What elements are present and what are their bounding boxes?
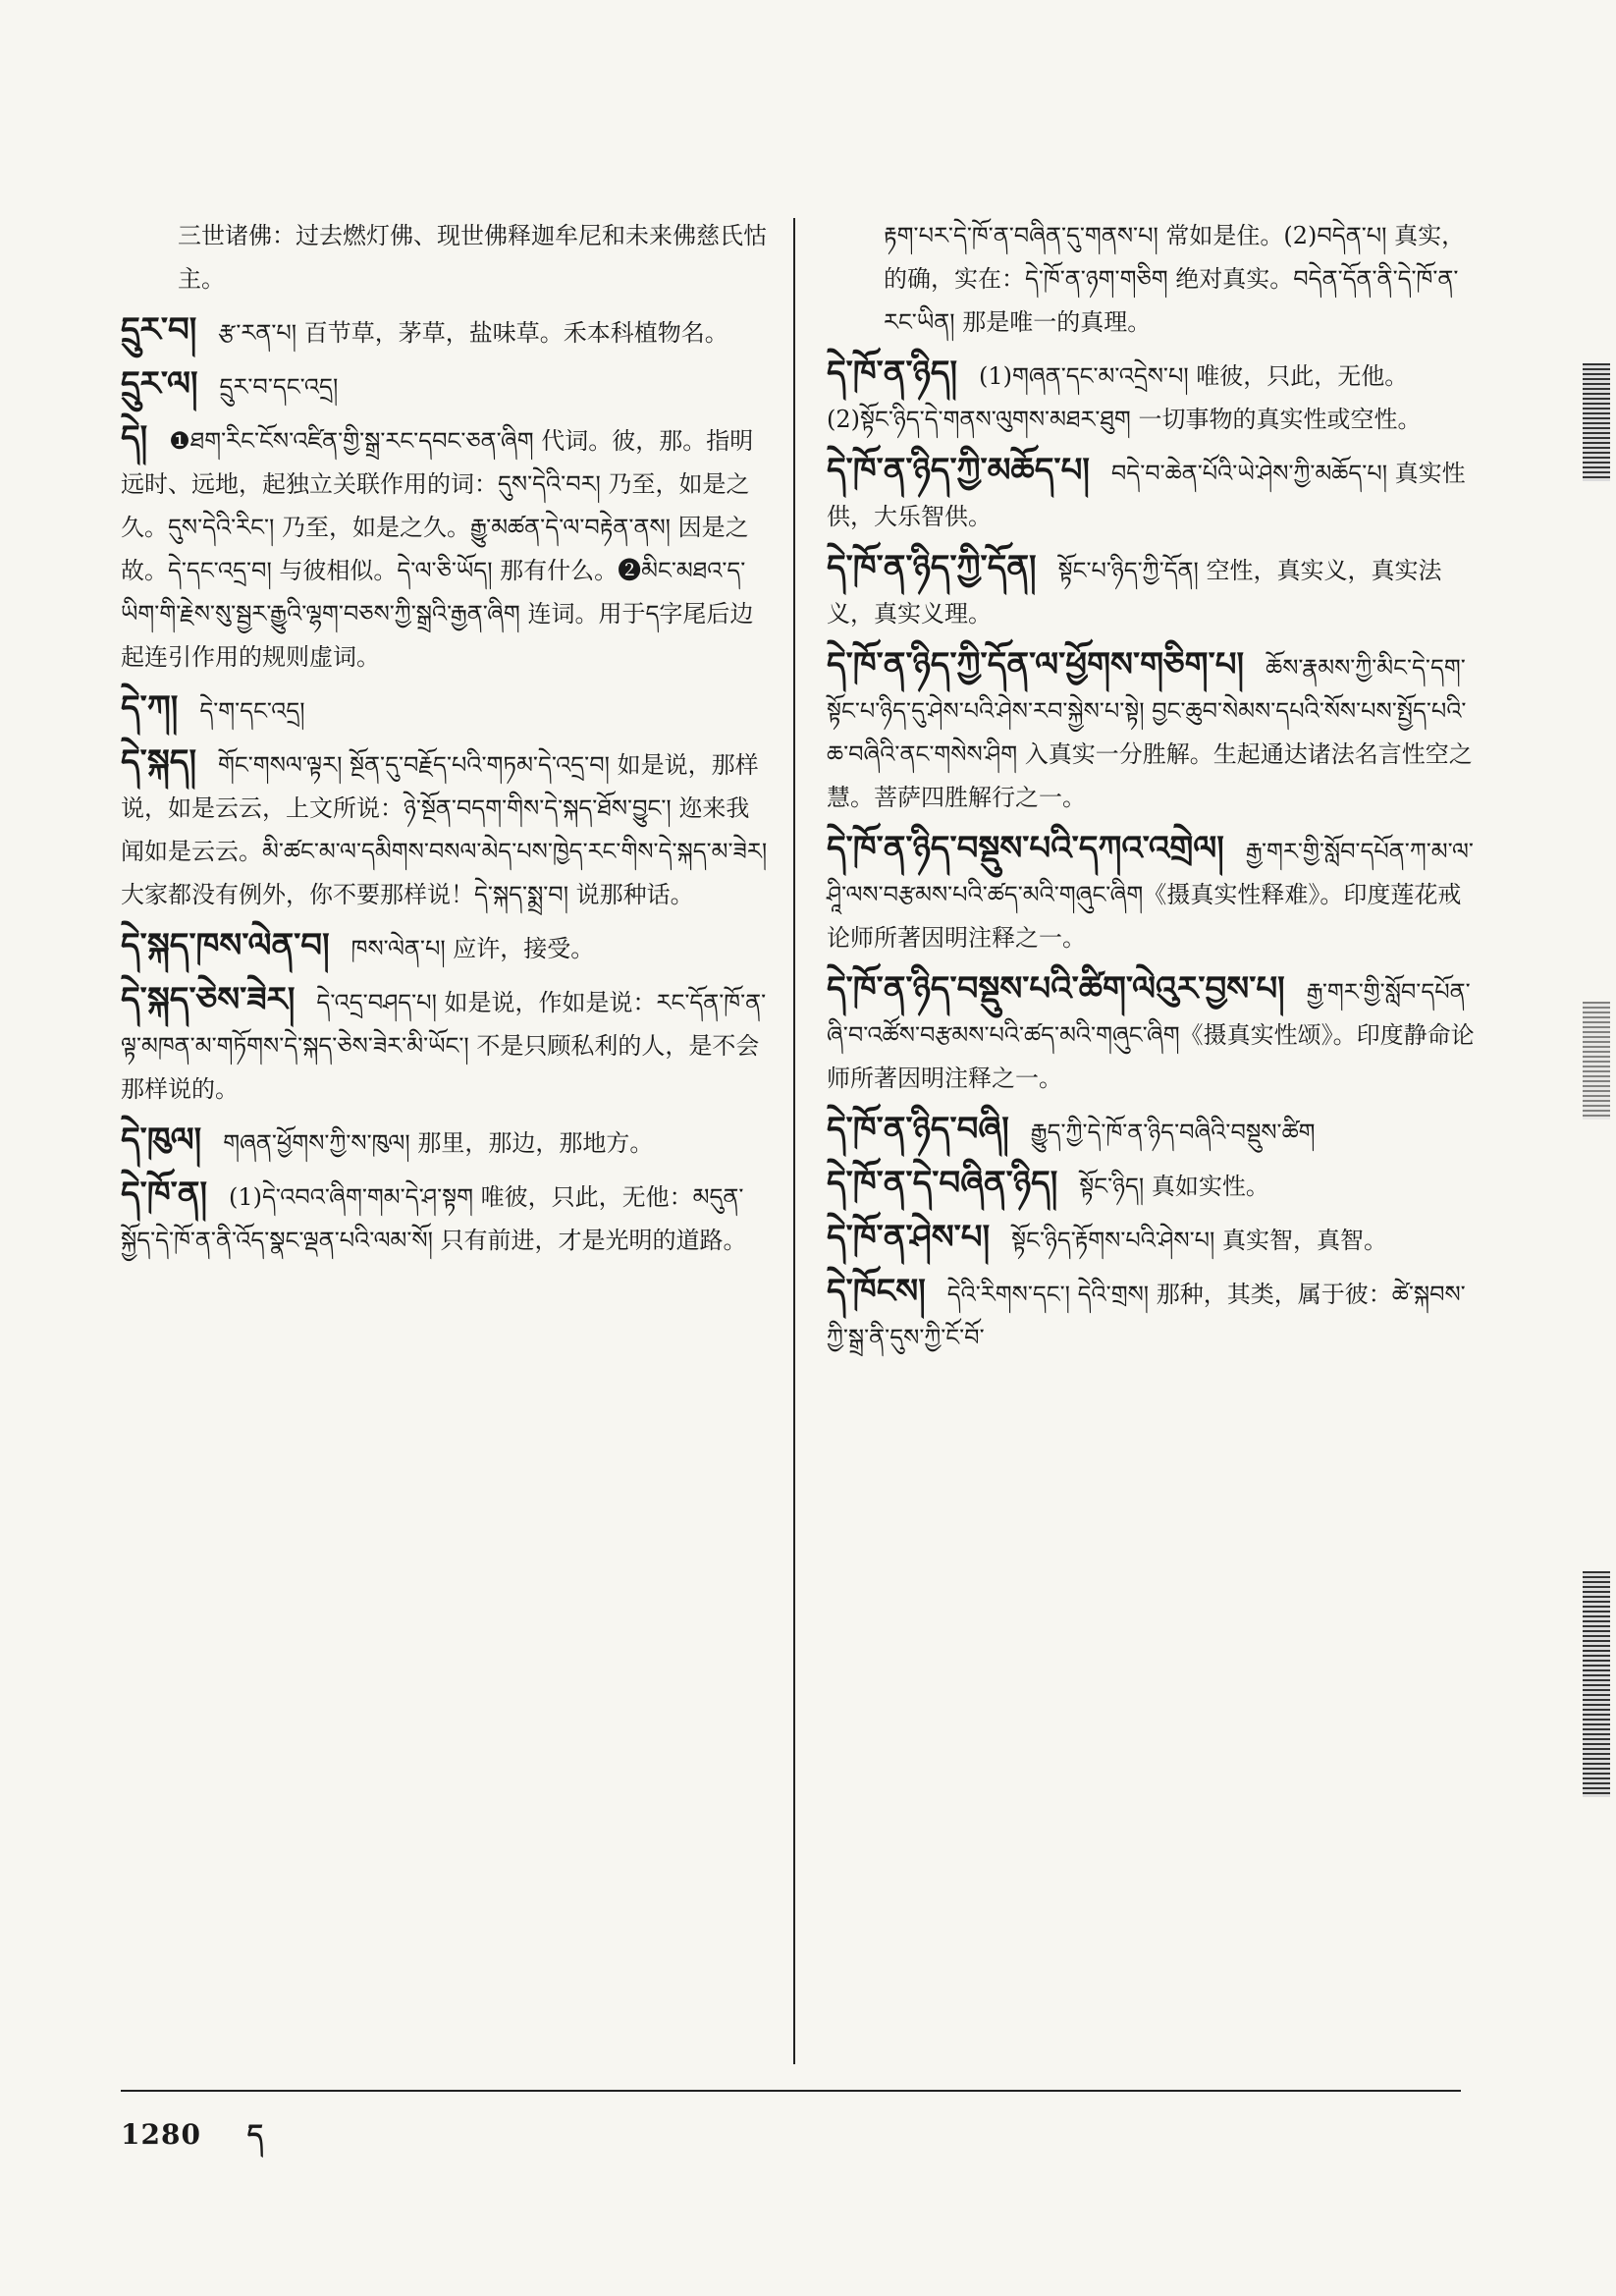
definition: (1)དེ་འབའ་ཞིག་གམ་དེ་ཤ་སྟག 唯彼，只此，无他：མདུན་སྐྱོད་དེ་ཁོ་ན་ནི་འོད་སྣང་ལྡན་པའི་ལམ་སོ། 只有前进，才是光明的道路。	[121, 1183, 747, 1254]
definition: རྒྱ་གར་གྱི་སློབ་དཔོན་ཀ་མ་ལ་ཤཱི་ལས་བརྩམས་པའི་ཚད་མའི་གཞུང་ཞིག《摄真实性释难》。印度莲花戒论师所著因明注释之一。	[827, 838, 1474, 952]
definition: དེའི་རིགས་དང་། དེའི་གྲས། 那种，其类，属于彼：ཚེ་སྐབས་ཀྱི་སྒྲ་ནི་དུས་ཀྱི་ངོ་བོ་	[827, 1281, 1466, 1351]
definition: སྟོང་ཉིད་རྟོགས་པའི་ཤེས་པ། 真实智，真智。	[1011, 1227, 1387, 1254]
footer-rule	[121, 2090, 1461, 2092]
headword: དེ་ཁོ་ན་ཉིད།	[827, 354, 958, 393]
definition: (1)གཞན་དང་མ་འདྲེས་པ། 唯彼，只此，无他。(2)སྟོང་ཉིད་དེ་གནས་ལུགས་མཐར་ཐུག 一切事物的真实性或空性。	[827, 362, 1422, 433]
entry	[827, 546, 1475, 635]
definition: དེ་འདྲ་བཤད་པ། 如是说，作如是说：རང་དོན་ཁོ་ན་ལྟ་མཁན་མ་གཏོགས་དེ་སྐད་ཅེས་ཟེར་མི་ཡོང་། 不是只顾私利的人，是不会那样说的。	[121, 989, 767, 1103]
headword: དེ་ཁོ་ན་ཉིད་བསྡུས་པའི་དཀའ་འགྲེལ།	[827, 829, 1224, 868]
headword: དེ་ཁོ་ན་དེ་བཞིན་ཉིད།	[827, 1164, 1058, 1203]
definition: སྟོང་པ་ཉིད་ཀྱི་དོན། 空性，真实义，真实法义，真实义理。	[827, 557, 1442, 628]
definition: རྩ་རན་པ། 百节草，茅草，盐味草。禾本科植物名。	[218, 319, 728, 347]
entry	[121, 308, 769, 355]
definition: ཁས་ལེན་པ། 应许，接受。	[350, 935, 595, 962]
headword: དེ་ཁོ་ན་ཉིད་བཞི།	[827, 1110, 1009, 1149]
headword: དེ་ཁོ་ན།	[121, 1175, 207, 1214]
entry	[827, 1270, 1475, 1359]
definition: རྟག་པར་དེ་ཁོ་ན་བཞིན་དུ་གནས་པ། 常如是住。(2)བདེན་པ། 真实，的确，实在：དེ་ཁོ་ན་ཉག་གཅིག 绝对真实。བདེན་དོན་ནི་དེ་ཁོ་ན་རང་ཡིན། 那是唯一的真理。	[884, 222, 1466, 336]
entry	[827, 827, 1475, 959]
scan-edge-mark	[1583, 1571, 1610, 1797]
definition: ❶ཐག་རིང་ངོས་འཛིན་གྱི་སྒྲ་རང་དབང་ཅན་ཞིག 代词。彼，那。指明远时、远地，起独立关联作用的词：དུས་དེའི་བར། 乃至，如是之久。དུས་དེའི་རིང་། 乃至，如是之久。རྒྱུ་མཚན་དེ་ལ་བརྟེན་ནས། 因是之故。དེ་དང་འདྲ་བ། 与彼相似。དེ་ལ་ཅི་ཡོད། 那有什么。❷མིང་མཐའ་ད་ཡིག་གི་རྗེས་སུ་སྦྱར་རྒྱུའི་ལྷག་བཅས་ཀྱི་སྒྲའི་རྒྱན་ཞིག 连词。用于ད字尾后边起连引作用的规则虚词。	[121, 427, 754, 671]
definition: སྟོང་ཉིད། 真如实性。	[1079, 1173, 1269, 1200]
definition: གོང་གསལ་ལྟར། སྔོན་དུ་བརྗོད་པའི་གཏམ་དེ་འདྲ་བ། 如是说，那样说，如是云云，上文所说：ཉེ་སྔོན་བདག་གིས་དེ་སྐད་ཐོས་བྱུང་། 迩来我闻如是云云。མི་ཚང་མ་ལ་དམིགས་བསལ་མེད་པས་ཁྱེད་རང་གིས་དེ་སྐད་མ་ཟེར། 大家都没有例外，你不要那样说！དེ་སྐད་སྨྲ་བ། 说那种话。	[121, 751, 768, 908]
headword: དེ་ཁོ་ན་ཤེས་པ།	[827, 1218, 991, 1257]
entry	[827, 352, 1475, 441]
headword: དེ་ཁོ་ན་ཉིད་ཀྱི་མཆོད་པ།	[827, 451, 1090, 490]
entry	[121, 978, 769, 1111]
right-column	[827, 214, 1475, 1367]
headword: དེ་ཀ།	[121, 688, 179, 728]
entry	[121, 686, 769, 733]
headword: དེ་ཁུལ།	[121, 1121, 202, 1160]
entry	[121, 416, 769, 679]
entry	[121, 362, 769, 409]
headword: དྲུར་བ།	[121, 310, 197, 350]
headword: དེ་སྐད།	[121, 742, 197, 782]
left-column	[121, 214, 769, 1270]
page-footer	[121, 2104, 299, 2181]
entry	[121, 740, 769, 916]
definition: བདེ་བ་ཆེན་པོའི་ཡེ་ཤེས་ཀྱི་མཆོད་པ། 真实性供，大乐智供。	[827, 460, 1466, 530]
section-letter: ད	[246, 2118, 264, 2151]
definition: དེ་ག་དང་འདྲ།	[199, 697, 305, 725]
headword: དེ་ཁོ་ན་ཉིད་ཀྱི་དོན།	[827, 548, 1037, 587]
definition: གཞན་ཕྱོགས་ཀྱི་ས་ཁུལ། 那里，那边，那地方。	[223, 1129, 654, 1157]
definition: དྲུར་བ་དང་འདྲ།	[219, 373, 339, 401]
headword: དེ་སྐད་ཁས་ལེན་བ།	[121, 926, 330, 965]
entry	[121, 1173, 769, 1262]
entry	[121, 1119, 769, 1165]
headword: དེ་སྐད་ཅེས་ཟེར།	[121, 980, 296, 1019]
entry	[827, 214, 1475, 344]
entry	[827, 1162, 1475, 1208]
entry	[121, 924, 769, 970]
entry	[121, 214, 769, 301]
scan-edge-mark	[1583, 1002, 1610, 1120]
headword: དེ་ཁོ་ན་ཉིད་བསྡུས་པའི་ཚིག་ལེའུར་བྱས་པ།	[827, 969, 1285, 1009]
headword: དེ།	[121, 418, 148, 458]
headword: དེ་ཁོངས།	[827, 1272, 926, 1311]
column-divider	[793, 218, 795, 2064]
entry	[827, 967, 1475, 1100]
scan-edge-mark	[1583, 363, 1610, 481]
definition: 三世诸佛：过去燃灯佛、现世佛释迦牟尼和未来佛慈氏怙主。	[178, 222, 767, 293]
definition: རྒྱུད་ཀྱི་དེ་ཁོ་ན་ཉིད་བཞིའི་བསྡུས་ཚིག	[1030, 1119, 1316, 1146]
page-number: 1280	[121, 2118, 201, 2151]
headword: དྲུར་ལ།	[121, 364, 198, 404]
headword: དེ་ཁོ་ན་ཉིད་ཀྱི་དོན་ལ་ཕྱོགས་གཅིག་པ།	[827, 645, 1245, 684]
entry	[827, 643, 1475, 819]
entry	[827, 1216, 1475, 1262]
definition: རྒྱ་གར་གྱི་སློབ་དཔོན་ཞི་བ་འཚོས་བརྩམས་པའི་ཚད་མའི་གཞུང་ཞིག《摄真实性颂》。印度静命论师所著因明注释之一。	[827, 978, 1475, 1092]
entry	[827, 449, 1475, 538]
definition: ཆོས་རྣམས་ཀྱི་མིང་དེ་དག་སྟོང་པ་ཉིད་དུ་ཤེས་པའི་ཤེས་རབ་སྐྱེས་པ་སྟེ། བྱང་ཆུབ་སེམས་དཔའི་སོས་པས་སྤྱོད་པའི་ཆ་བཞིའི་ནང་གསེས་ཤིག 入真实一分胜解。生起通达诸法名言性空之慧。菩萨四胜解行之一。	[827, 654, 1473, 811]
entry	[827, 1108, 1475, 1154]
